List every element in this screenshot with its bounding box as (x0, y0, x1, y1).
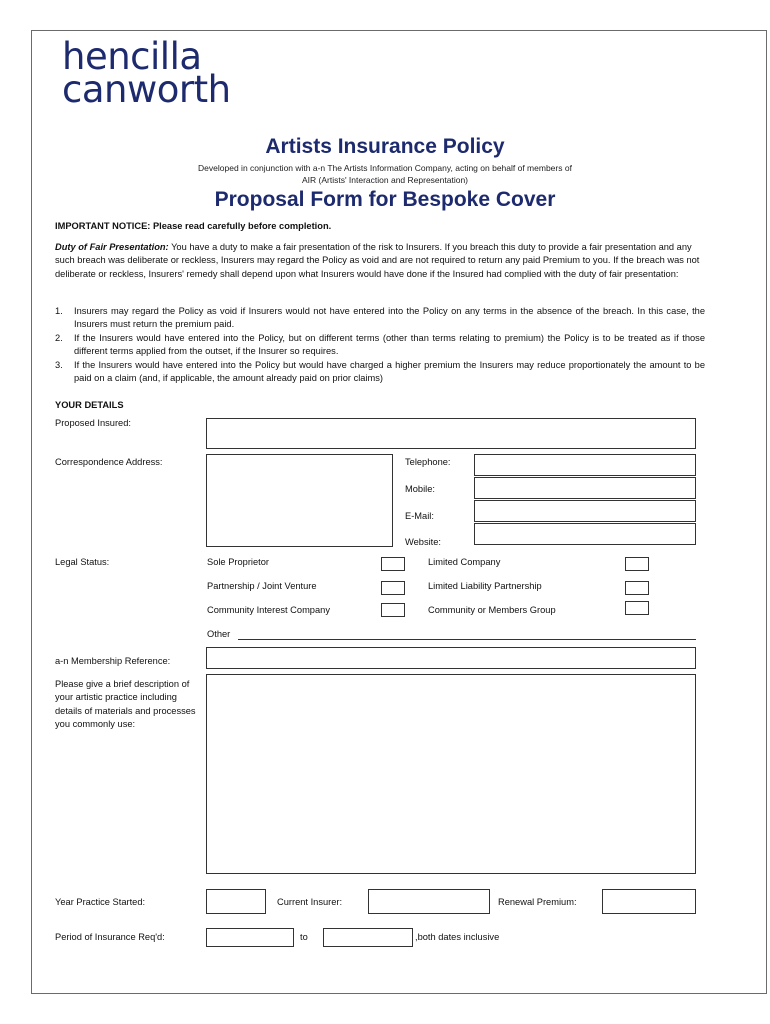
option-limited-company-label: Limited Company (428, 557, 501, 567)
other-label: Other (207, 629, 231, 639)
website-input[interactable] (474, 523, 696, 545)
company-logo (62, 35, 231, 111)
current-insurer-input[interactable] (368, 889, 490, 914)
membership-input[interactable] (206, 647, 696, 669)
option-sole-proprietor-label: Sole Proprietor (207, 557, 270, 567)
address-input[interactable] (206, 454, 393, 547)
description-input[interactable] (206, 674, 696, 874)
duty-paragraph (55, 241, 705, 281)
renewal-premium-input[interactable] (602, 889, 696, 914)
period-to-label: to (300, 932, 308, 942)
proposed-insured-label: Proposed Insured: (55, 418, 131, 428)
list-item-number: 2. (55, 332, 63, 343)
partnership-checkbox[interactable] (381, 581, 405, 595)
website-label: Website: (405, 537, 441, 547)
renewal-premium-label: Renewal Premium: (498, 897, 577, 907)
duty-list (55, 305, 705, 385)
logo-line2: canworth (62, 68, 231, 111)
list-item (55, 305, 705, 332)
legal-status-label: Legal Status: (55, 557, 110, 567)
sole-proprietor-checkbox[interactable] (381, 557, 405, 571)
duty-label: Duty of Fair Presentation: (55, 242, 169, 252)
community-group-checkbox[interactable] (625, 601, 649, 615)
year-started-input[interactable] (206, 889, 266, 914)
period-from-input[interactable] (206, 928, 294, 947)
year-started-label: Year Practice Started: (55, 897, 146, 907)
option-llp-label: Limited Liability Partnership (428, 581, 542, 591)
period-to-input[interactable] (323, 928, 413, 947)
logo-line1: hencilla (62, 35, 202, 78)
cic-checkbox[interactable] (381, 603, 405, 617)
list-item (55, 332, 705, 359)
your-details-heading: YOUR DETAILS (55, 400, 124, 410)
mobile-input[interactable] (474, 477, 696, 499)
subtitle-line2: AIR (Artists' Interaction and Representation) (301, 175, 469, 185)
list-item-text: If the Insurers would have entered into the Policy but would have charged a higher premium the Insurers may reduce proportionately the amount to be paid on a claim (and, if applicable, the amount already paid on prior claims) (74, 359, 705, 384)
list-item (55, 359, 705, 386)
list-item-text: If the Insurers would have entered into the Policy, but on different terms (other than terms relating to premium) the Policy is to be treated as if those different terms applied from the outset, if the Insurer so requires. (74, 332, 705, 357)
membership-label: a-n Membership Reference: (55, 656, 171, 666)
option-partnership-label: Partnership / Joint Venture (207, 581, 317, 591)
telephone-label: Telephone: (405, 457, 451, 467)
duty-text: You have a duty to make a fair presentation of the risk to Insurers. If you breach this duty to provide a fair presentation and any such breach was deliberate or reckless, Insurers may regard the Policy as void and are not required to return any paid Premium to you. If the breach was not deliberate or reckless, Insurers' remedy shall depend upon what Insurers would have done if the Insured had complied with the duty of fair presentation: (55, 242, 700, 279)
llp-checkbox[interactable] (625, 581, 649, 595)
address-label: Correspondence Address: (55, 457, 163, 467)
other-input-line[interactable] (238, 639, 696, 640)
period-label: Period of Insurance Req'd: (55, 932, 165, 942)
subtitle-line1: Developed in conjunction with a-n The Artists Information Company, acting on behalf of members of (198, 163, 572, 173)
email-label: E-Mail: (405, 511, 434, 521)
proposed-insured-input[interactable] (206, 418, 696, 449)
limited-company-checkbox[interactable] (625, 557, 649, 571)
option-cic-label: Community Interest Company (207, 605, 330, 615)
current-insurer-label: Current Insurer: (277, 897, 343, 907)
page-title: Artists Insurance Policy (265, 135, 505, 158)
list-item-number: 3. (55, 359, 63, 370)
option-community-group-label: Community or Members Group (428, 605, 556, 615)
telephone-input[interactable] (474, 454, 696, 476)
list-item-number: 1. (55, 306, 63, 316)
important-notice-heading: IMPORTANT NOTICE: Please read carefully before completion. (55, 221, 332, 231)
email-input[interactable] (474, 500, 696, 522)
list-item-text: Insurers may regard the Policy as void if Insurers would not have entered into the Policy on any terms in the absence of the breach. In this case, the Insurers must return the premium paid. (74, 306, 705, 330)
mobile-label: Mobile: (405, 484, 435, 494)
period-suffix: ,both dates inclusive (415, 932, 500, 942)
form-title: Proposal Form for Bespoke Cover (214, 188, 556, 211)
description-label: Please give a brief description of your artistic practice including details of materials and processes you commonly use: (55, 679, 196, 730)
